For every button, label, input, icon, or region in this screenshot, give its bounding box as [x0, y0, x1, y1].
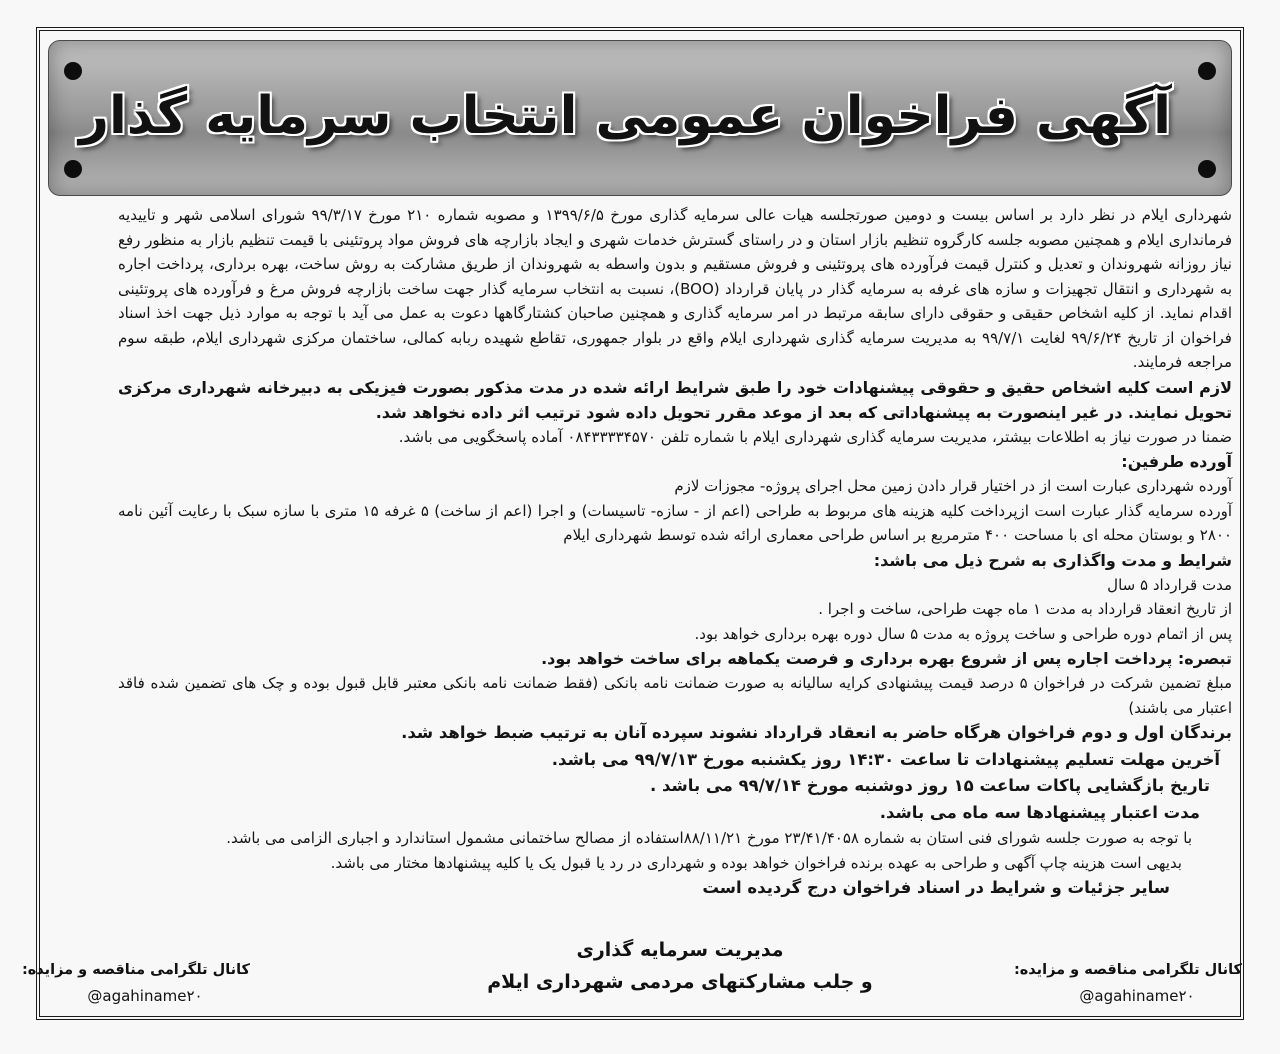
contact-info: ضمنا در صورت نیاز به اطلاعات بیشتر، مدیریت سرمایه گذاری شهرداری ایلام با شماره تلفن ۰۸۴۳۳۳۳۴۵۷۰ آماده پاسخگویی می باشد. — [398, 427, 1232, 446]
telegram-channel-right — [1013, 957, 1242, 1009]
rent-note: تبصره: پرداخت اجاره پس از شروع بهره برداری و فرصت یکماهه برای ساخت خواهد بود. — [541, 649, 1232, 668]
closing-line-deadline: آخرین مهلت تسلیم پیشنهادات تا ساعت ۱۴:۳۰ روز یکشنبه مورخ ۹۹/۷/۱۳ می باشد. — [551, 749, 1220, 769]
ad-title: آگهی فراخوان عمومی انتخاب سرمایه گذار — [79, 86, 1171, 146]
municipality-contribution: آورده شهرداری عبارت است از در اختیار قرار دادن زمین محل اجرای پروژه- مجوزات لازم — [674, 477, 1232, 495]
terms-heading: شرایط و مدت واگذاری به شرح ذیل می باشد: — [873, 550, 1232, 570]
closing-line-details: سایر جزئیات و شرایط در اسناد فراخوان درج گردیده است — [702, 878, 1170, 897]
closing-line-materials: با توجه به صورت جلسه شورای فنی استان به شماره ۲۳/۴۱/۴۰۵۸ مورخ ۸۸/۱۱/۲۱استفاده از مصالح ساختمانی مشمول استاندارد و اجباری الزامی می باشد. — [226, 829, 1192, 847]
corner-dot-bottom-right — [1198, 160, 1216, 178]
telegram-channel-left — [21, 957, 250, 1009]
title-banner — [48, 40, 1232, 196]
telegram-handle: @agahiname۲۰ — [1079, 987, 1195, 1005]
closing-line-validity: مدت اعتبار پیشنهادها سه ماه می باشد. — [879, 802, 1200, 822]
guarantee-terms: مبلغ تضمین شرکت در فراخوان ۵ درصد قیمت پیشنهادی کرایه سالیانه به صورت ضمانت نامه بانکی (فقط ضمانت نامه بانکی معتبر قابل قبول بوده و چک های تضمین شده فاقد اعتبار می باشند) — [118, 674, 1232, 717]
corner-dot-top-right — [1198, 62, 1216, 80]
submission-notice: لازم است کلیه اشخاص حقیق و حقوقی پیشنهادات خود را طبق شرایط ارائه شده در مدت مذکور بصورت فیزیکی به دبیرخانه شهرداری مرکزی تحویل نمایند. در غیر اینصورت به پیشنهاداتی که بعد از موعد مقرر تحویل داده شود ترتیب اثر داده نخواهد شد. — [118, 377, 1232, 422]
operation-period: پس از اتمام دوره طراحی و ساخت پروژه به مدت ۵ سال دوره بهره برداری خواهد بود. — [694, 624, 1232, 643]
signature-line-2: و جلب مشارکتهای مردمی شهرداری ایلام — [487, 971, 873, 993]
signature-block — [470, 934, 890, 998]
closing-line-costs: بدیهی است هزینه چاپ آگهی و طراحی به عهده برنده فراخوان خواهد بوده و شهرداری در رد یا قبول یک یا کلیه پیشنهادها مختار می باشد. — [330, 853, 1182, 872]
design-period: از تاریخ انعقاد قرارداد به مدت ۱ ماه جهت طراحی، ساخت و اجرا . — [818, 600, 1232, 618]
telegram-handle: @agahiname۲۰ — [87, 987, 203, 1005]
telegram-label: کانال تلگرامی مناقصه و مزایده: — [21, 962, 250, 978]
closing-line-opening-date: تاریخ بازگشایی پاکات ساعت ۱۵ روز دوشنبه مورخ ۹۹/۷/۱۴ می باشد . — [650, 776, 1210, 795]
contract-duration: مدت قرارداد ۵ سال — [1107, 575, 1232, 594]
telegram-label: کانال تلگرامی مناقصه و مزایده: — [1013, 962, 1242, 978]
signature-line-1: مدیریت سرمایه گذاری — [576, 939, 784, 961]
closing-line-forfeit: برندگان اول و دوم فراخوان هرگاه حاضر به انعقاد قرارداد نشوند سپرده آنان به ترتیب ضبط خواهد شد. — [401, 723, 1232, 742]
contributions-heading: آورده طرفین: — [1121, 452, 1232, 471]
intro-paragraph: شهرداری ایلام در نظر دارد بر اساس بیست و دومین صورتجلسه هیات عالی سرمایه گذاری مورخ ۱۳۹۹/۶/۵ و مصوبه شماره ۲۱۰ مورخ ۹۹/۳/۱۷ شورای اسلامی شهر و تاییدیه فرمانداری ایلام و همچنین مصوبه جلسه کارگروه تنظیم بازار استان و در راستای گسترش خدمات شهری و ایجاد بازارچه های فروش مواد پروتئینی با قیمت تنظیم بازار به منظور رفع نیاز روزانه شهروندان و تعدیل و کنترل قیمت فرآورده های پروتئینی و فروش مستقیم و بدون واسطه به شهروندان از طریق مشارکت به روش ساخت، بهره برداری، پرداخت اجاره به شهرداری و انتقال تجهیزات و سازه های غرفه به سرمایه گذار در پایان قرارداد (BOO)، نسبت به انتخاب سرمایه گذار جهت ساخت بازارچه فروش مرغ و فرآورده های پروتئینی اقدام نماید. از کلیه اشخاص حقیقی و حقوقی دارای سابقه مرتبط در امر سرمایه گذاری و همچنین صاحبان کشتارگاهها دعوت به عمل می آید با توجه به موارد ذیل جهت اخذ اسناد فراخوان از تاریخ ۹۹/۶/۲۴ لغایت ۹۹/۷/۱ به مدیریت سرمایه گذاری شهرداری ایلام واقع در بلوار جمهوری، تقاطع شهیده ربابه کمالی، ساختمان مرکزی شهرداری ایلام، طبقه سوم مراجعه فرمایند. — [118, 206, 1232, 371]
ad-body — [118, 203, 1232, 902]
investor-contribution: آورده سرمایه گذار عبارت است ازپرداخت کلیه هزینه های مربوط به طراحی (اعم از - سازه- تاسیسات) و اجرا (اعم از ساخت) ۵ غرفه ۱۵ متری با سازه سبک با رعایت آئین نامه ۲۸۰۰ و بوستان محله ای با مساحت ۴۰۰ مترمربع بر اساس طراحی معماری ارائه شده توسط شهرداری ایلام — [118, 501, 1232, 544]
